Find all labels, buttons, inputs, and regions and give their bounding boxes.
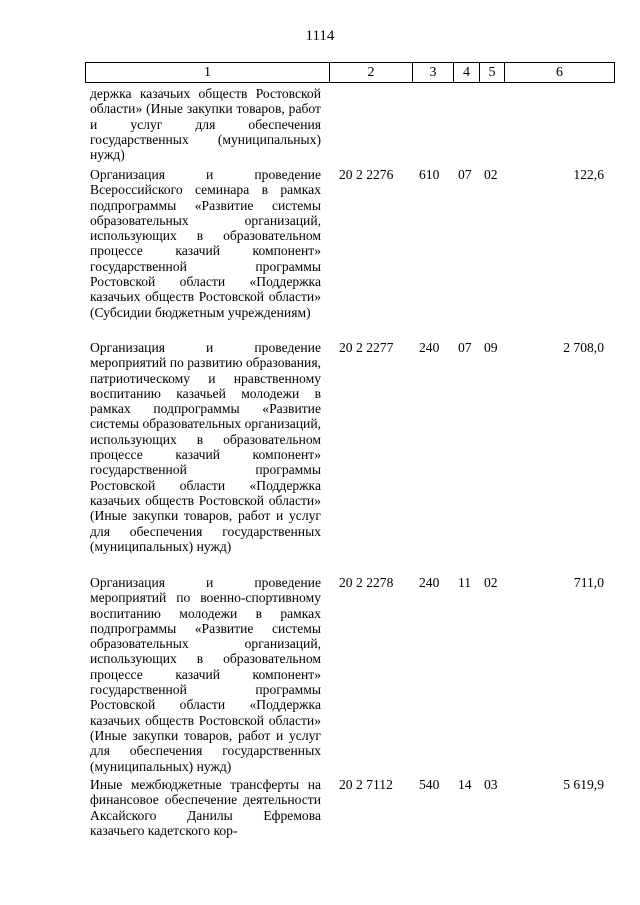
target-article-code: 20 2 7112 bbox=[339, 777, 393, 792]
header-col-3: 3 bbox=[429, 65, 437, 80]
section-code: 14 bbox=[458, 777, 472, 792]
expense-type-code: 240 bbox=[419, 575, 440, 590]
amount: 5 619,9 bbox=[563, 777, 604, 792]
header-col-4: 4 bbox=[463, 65, 470, 80]
row-description: держка казачьих обществ Ростовской области» (Иные закупки товаров, работ и услуг для обеспечения государственных (муниципальных) нужд) bbox=[90, 86, 321, 163]
header-col-2: 2 bbox=[367, 65, 375, 80]
amount: 711,0 bbox=[573, 575, 604, 590]
row-description: Организация и проведение мероприятий по военно-спортивному воспитанию молодежи в рамках подпрограммы «Развитие системы образовательных организаций, использующих в образовательном процессе казачий компонент» государственной программы Ростовской области «Поддержка казачьих обществ Ростовской области» (Иные закупки товаров, работ и услуг для обеспечения государственных (муниципальных) нужд) bbox=[90, 575, 321, 774]
header-col-1: 1 bbox=[204, 65, 211, 80]
amount: 2 708,0 bbox=[563, 340, 604, 355]
header-col-6: 6 bbox=[556, 65, 563, 80]
subsection-code: 02 bbox=[484, 167, 498, 182]
expense-type-code: 610 bbox=[419, 167, 440, 182]
header-col-5: 5 bbox=[488, 65, 496, 80]
target-article-code: 20 2 2276 bbox=[339, 167, 394, 182]
row-description: Организация и проведение Всероссийского семинара в рамках подпрограммы «Развитие системы образовательных организаций, использующих в образовательном процессе казачий компонент» государственной программы Ростовской области «Поддержка казачьих обществ Ростовской области» (Субсидии бюджетным учреждениям) bbox=[90, 167, 321, 320]
target-article-code: 20 2 2278 bbox=[339, 575, 394, 590]
subsection-code: 09 bbox=[484, 340, 498, 355]
expense-type-code: 240 bbox=[419, 340, 440, 355]
section-code: 07 bbox=[458, 340, 472, 355]
section-code: 07 bbox=[458, 167, 472, 182]
target-article-code: 20 2 2277 bbox=[339, 340, 394, 355]
subsection-code: 02 bbox=[484, 575, 498, 590]
row-description: Иные межбюджетные трансферты на финансовое обеспечение деятельности Аксайского Данилы Ефремова казачьего кадетского кор- bbox=[90, 777, 321, 838]
table-header bbox=[85, 62, 615, 83]
amount: 122,6 bbox=[573, 167, 604, 182]
subsection-code: 03 bbox=[484, 777, 498, 792]
row-description: Организация и проведение мероприятий по развитию образования, патриотическому и нравственному воспитанию казачьей молодежи в рамках подпрограммы «Развитие системы образовательных организаций, использующих в образовательном процессе казачий компонент» государственной программы Ростовской области «Поддержка казачьих обществ Ростовской области» (Иные закупки товаров, работ и услуг для обеспечения государственных (муниципальных) нужд) bbox=[90, 340, 321, 554]
section-code: 11 bbox=[458, 575, 472, 590]
expense-type-code: 540 bbox=[419, 777, 440, 792]
page-number: 1114 bbox=[305, 28, 335, 44]
